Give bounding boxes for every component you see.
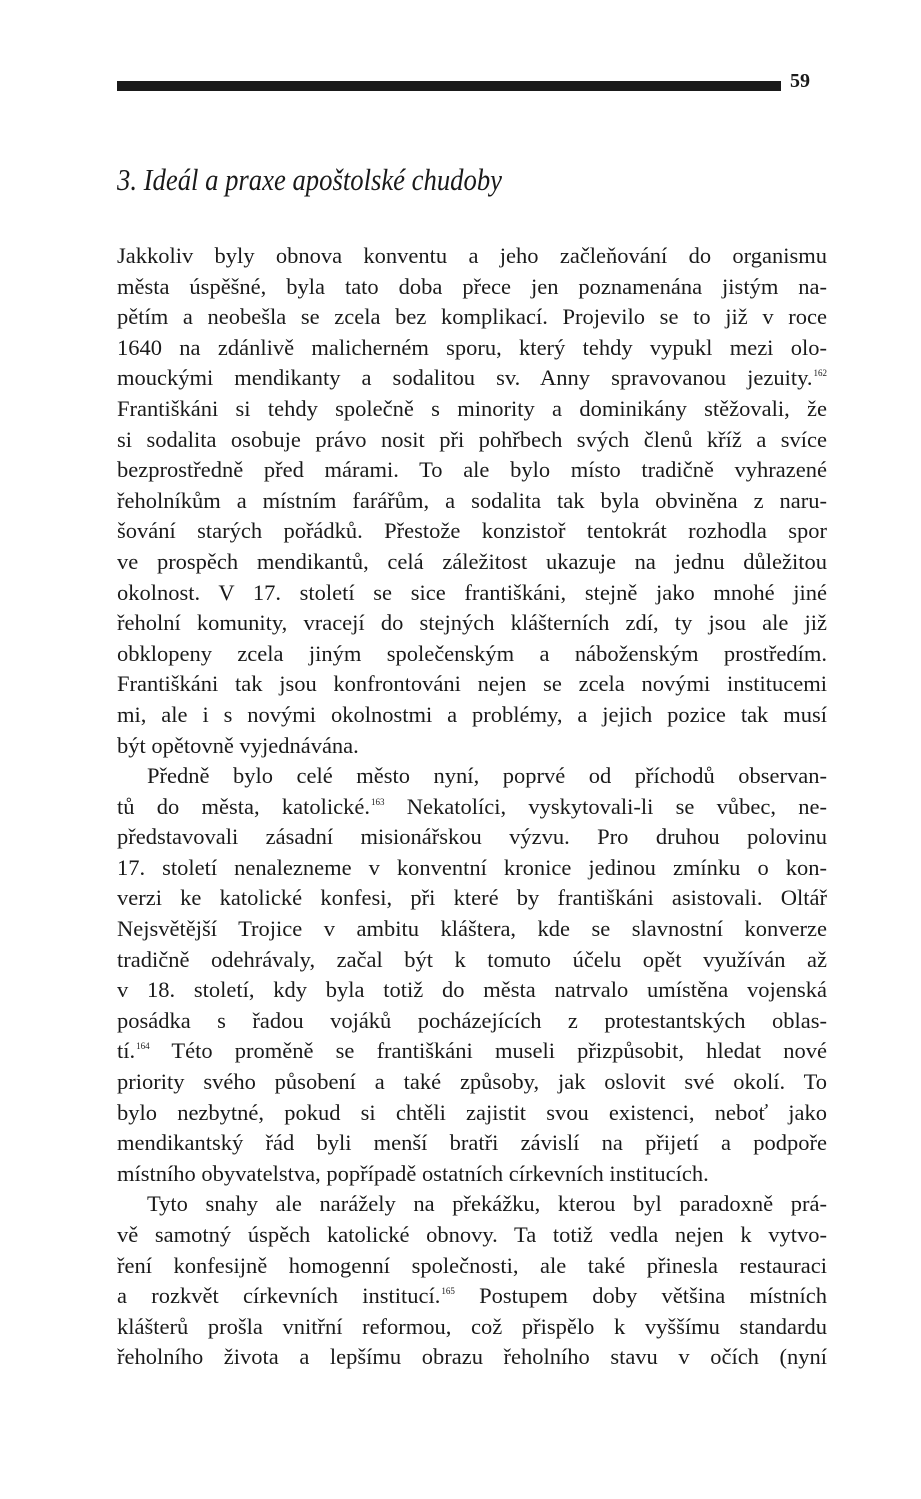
line-text: Tyto snahy ale narážely na překážku, kterou byl paradoxně prá- xyxy=(147,1191,827,1217)
text-line xyxy=(117,1312,827,1343)
line-text: města úspěšné, byla tato doba přece jen poznamenána jistým na- xyxy=(117,273,827,299)
line-text-continued: Této proměně se františkáni museli přizpůsobit, hledat nové xyxy=(149,1038,827,1064)
text-line xyxy=(117,731,827,762)
line-text: pětím a neobešla se zcela bez komplikací. Projevilo se to již v roce xyxy=(117,304,827,330)
footnote-marker[interactable]: 163 xyxy=(371,796,385,807)
line-text: tradičně odehrávaly, začal být k tomuto účelu opět využíván až xyxy=(117,946,827,972)
line-text: klášterů prošla vnitřní reformou, což přispělo k vyššímu standardu xyxy=(117,1313,827,1339)
text-line xyxy=(117,425,827,456)
text-line xyxy=(117,1098,827,1129)
page-number: 59 xyxy=(790,70,810,92)
header-rule xyxy=(117,81,781,91)
line-text: bylo nezbytné, pokud si chtěli zajistit svou existenci, neboť jako xyxy=(117,1099,827,1125)
text-line xyxy=(117,792,827,823)
line-text-continued: Nekatolíci, vyskytovali-li se vůbec, ne- xyxy=(384,793,827,819)
text-line xyxy=(117,1281,827,1312)
line-text: Nejsvětější Trojice v ambitu kláštera, kde se slavnostní konverze xyxy=(117,916,827,942)
line-text: řeholní komunity, vracejí do stejných klášterních zdí, ty jsou ale již xyxy=(117,610,827,636)
paragraph xyxy=(117,1189,827,1373)
text-line xyxy=(117,975,827,1006)
text-line xyxy=(117,486,827,517)
footnote-marker[interactable]: 162 xyxy=(813,368,827,379)
paragraph xyxy=(117,761,827,1189)
line-text: 1640 na zdánlivě malicherném sporu, který tehdy vypukl mezi olo- xyxy=(117,334,827,360)
text-line xyxy=(117,608,827,639)
line-text: mendikantský řád byli menší bratři závislí na přijetí a podpoře xyxy=(117,1130,827,1156)
text-line xyxy=(117,547,827,578)
line-text: řeholníkům a místním farářům, a sodalita tak byla obviněna z naru- xyxy=(117,487,827,513)
text-line xyxy=(117,1128,827,1159)
line-text: Františkáni si tehdy společně s minority a dominikány stěžovali, že xyxy=(117,395,827,421)
line-text: a rozkvět církevních institucí. xyxy=(117,1283,441,1309)
text-line xyxy=(117,1342,827,1373)
text-line xyxy=(117,1189,827,1220)
text-line xyxy=(117,394,827,425)
line-text: verzi ke katolické konfesi, při které by františkáni asistovali. Oltář xyxy=(117,885,827,911)
text-line xyxy=(117,455,827,486)
text-line xyxy=(117,1006,827,1037)
line-text: šování starých pořádků. Přestože konzistoř tentokrát rozhodla spor xyxy=(117,518,827,544)
line-text: představovali zásadní misionářskou výzvu. Pro druhou polovinu xyxy=(117,824,827,850)
footnote-marker[interactable]: 164 xyxy=(136,1041,150,1052)
line-text: mi, ale i s novými okolnostmi a problémy, a jejich pozice tak musí xyxy=(117,701,827,727)
line-text: místního obyvatelstva, popřípadě ostatních církevních institucích. xyxy=(117,1160,709,1186)
text-line xyxy=(117,578,827,609)
body-text xyxy=(117,241,827,1373)
line-text: posádka s řadou vojáků pocházejících z protestantských oblas- xyxy=(117,1007,827,1033)
line-text: vě samotný úspěch katolické obnovy. Ta totiž vedla nejen k vytvo- xyxy=(117,1222,827,1247)
text-line xyxy=(117,853,827,884)
line-text: si sodalita osobuje právo nosit při pohřbech svých členů kříž a svíce xyxy=(117,426,827,452)
line-text: obklopeny zcela jiným společenským a náboženským prostředím. xyxy=(117,640,827,666)
text-line xyxy=(117,333,827,364)
text-line xyxy=(117,761,827,792)
line-text: tů do města, katolické. xyxy=(117,793,370,819)
text-line xyxy=(117,302,827,333)
paragraph xyxy=(117,241,827,761)
text-line xyxy=(117,1067,827,1098)
text-line xyxy=(117,1036,827,1067)
text-line xyxy=(117,700,827,731)
text-line xyxy=(117,639,827,670)
line-text: Františkáni tak jsou konfrontováni nejen se zcela novými institucemi xyxy=(117,671,827,697)
text-line xyxy=(117,272,827,303)
line-text: ve prospěch mendikantů, celá záležitost ukazuje na jednu důležitou xyxy=(117,548,827,574)
text-line xyxy=(117,883,827,914)
line-text: být opětovně vyjednávána. xyxy=(117,732,359,758)
line-text: Předně bylo celé město nyní, poprvé od příchodů observan- xyxy=(147,763,827,789)
text-line xyxy=(117,945,827,976)
line-text: řeholního života a lepšímu obrazu řeholního stavu v očích (nyní xyxy=(117,1344,827,1370)
line-text: v 18. století, kdy byla totiž do města natrvalo umístěna vojenská xyxy=(117,977,827,1003)
text-line xyxy=(117,241,827,272)
chapter-title: 3. Ideál a praxe apoštolské chudoby xyxy=(117,162,502,197)
text-line xyxy=(117,516,827,547)
footnote-marker[interactable]: 165 xyxy=(441,1286,455,1297)
text-line xyxy=(117,1159,827,1190)
line-text: bezprostředně před márami. To ale bylo místo tradičně vyhrazené xyxy=(117,457,827,483)
line-text-continued: Postupem doby většina místních xyxy=(454,1283,827,1309)
text-line xyxy=(117,822,827,853)
text-line xyxy=(117,363,827,394)
line-text: Jakkoliv byly obnova konventu a jeho začleňování do organismu xyxy=(117,243,827,268)
line-text: mouckými mendikanty a sodalitou sv. Anny spravovanou jezuity. xyxy=(117,365,813,391)
line-text: ření konfesijně homogenní společnosti, ale také přinesla restauraci xyxy=(117,1252,827,1278)
text-line xyxy=(117,669,827,700)
line-text: priority svého působení a také způsoby, jak oslovit své okolí. To xyxy=(117,1069,827,1095)
text-line xyxy=(117,1220,827,1251)
line-text: tí. xyxy=(117,1038,136,1064)
text-line xyxy=(117,1251,827,1282)
line-text: 17. století nenalezneme v konventní kronice jedinou zmínku o kon- xyxy=(117,854,827,880)
line-text: okolnost. V 17. století se sice františkáni, stejně jako mnohé jiné xyxy=(117,579,827,605)
text-line xyxy=(117,914,827,945)
